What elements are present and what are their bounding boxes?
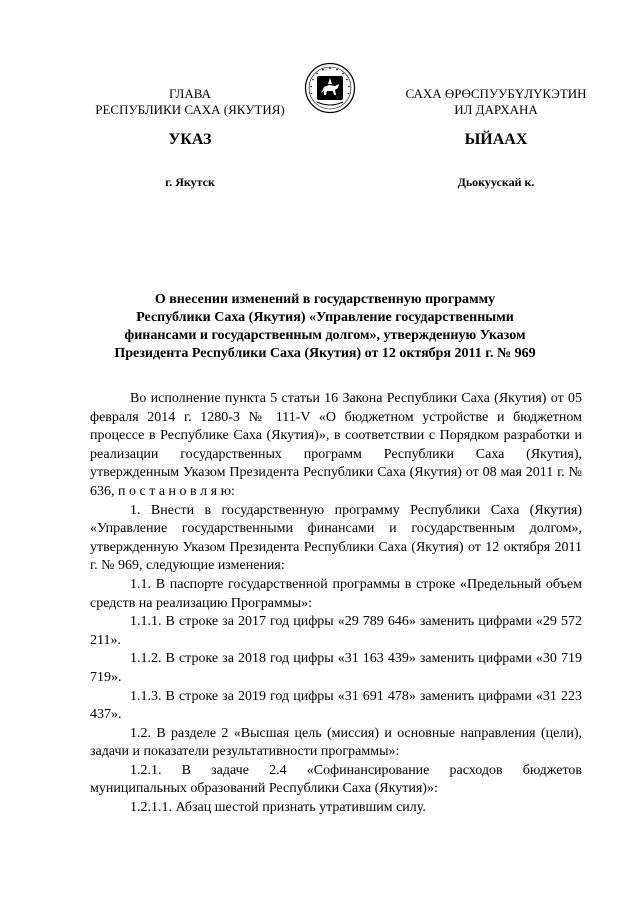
city-ru: г. Якутск	[165, 175, 215, 189]
subject-line-4: Президента Республики Саха (Якутия) от 12 октября 2011 г. № 969	[114, 346, 536, 361]
clause-1-2: 1.2. В разделе 2 «Высшая цель (миссия) и основные направления (цели), задачи и показатели результативности программы»:	[90, 725, 582, 760]
clause-1-2-1: 1.2.1. В задаче 2.4 «Софинансирование расходов бюджетов муниципальных образований Республики Саха (Якутия)»:	[90, 762, 582, 797]
preamble-paragraph: Во исполнение пункта 5 статьи 16 Закона Республики Саха (Якутия) от 05 февраля 2014 г. 1280-З № 111-V «О бюджетном устройстве и бюджетном процессе в Республике Саха (Якутия)», в соответствии с Порядком разработки и реализации государственных программ Республики Саха (Якутия), утвержденным Указом Президента Республики Саха (Якутия) от 08 мая 2011 г. № 636, п о с т а н о в л я ю:	[90, 391, 582, 499]
header-left-line1: ГЛАВА	[169, 86, 211, 101]
header-right	[392, 86, 600, 118]
header-left	[80, 86, 300, 118]
subject-line-2: Республики Саха (Якутия) «Управление государственными	[136, 310, 514, 325]
decree-title-ru: УКАЗ	[168, 131, 212, 148]
decree-subject	[90, 291, 560, 363]
subject-line-3: финансами и государственным долгом», утвержденную Указом	[124, 328, 526, 343]
clause-1-2-1-1: 1.2.1.1. Абзац шестой признать утратившим силу.	[130, 800, 426, 816]
clause-1: 1. Внести в государственную программу Республики Саха (Якутия) «Управление государственными финансами и государственным долгом», утвержденную Указом Президента Республики Саха (Якутия) от 12 октября 2011 г. № 969, следующие изменения:	[90, 502, 582, 574]
header-right-line1: САХА ӨРӨСПУУБҮЛҮКЭТИН	[405, 86, 587, 101]
city-sakha: Дьокуускай к.	[457, 175, 535, 189]
header-right-line2: ИЛ ДАРХАНА	[454, 102, 538, 117]
clause-1-1-3: 1.1.3. В строке за 2019 год цифры «31 691 478» заменить цифрами «31 223 437».	[90, 688, 582, 723]
clause-1-1-2: 1.1.2. В строке за 2018 год цифры «31 163 439» заменить цифрами «30 719 719».	[90, 651, 582, 685]
clause-1-1-1: 1.1.1. В строке за 2017 год цифры «29 789 646» заменить цифрами «29 572 211».	[90, 614, 582, 648]
coat-of-arms-emblem	[304, 62, 356, 114]
clause-1-1: 1.1. В паспорте государственной программы в строке «Предельный объем средств на реализацию Программы»:	[90, 576, 582, 611]
subject-line-1: О внесении изменений в государственную программу	[154, 292, 496, 307]
decree-title-sakha: ЫЙААХ	[464, 131, 528, 148]
header-left-line2: РЕСПУБЛИКИ САХА (ЯКУТИЯ)	[95, 102, 285, 117]
decree-body	[90, 390, 582, 818]
